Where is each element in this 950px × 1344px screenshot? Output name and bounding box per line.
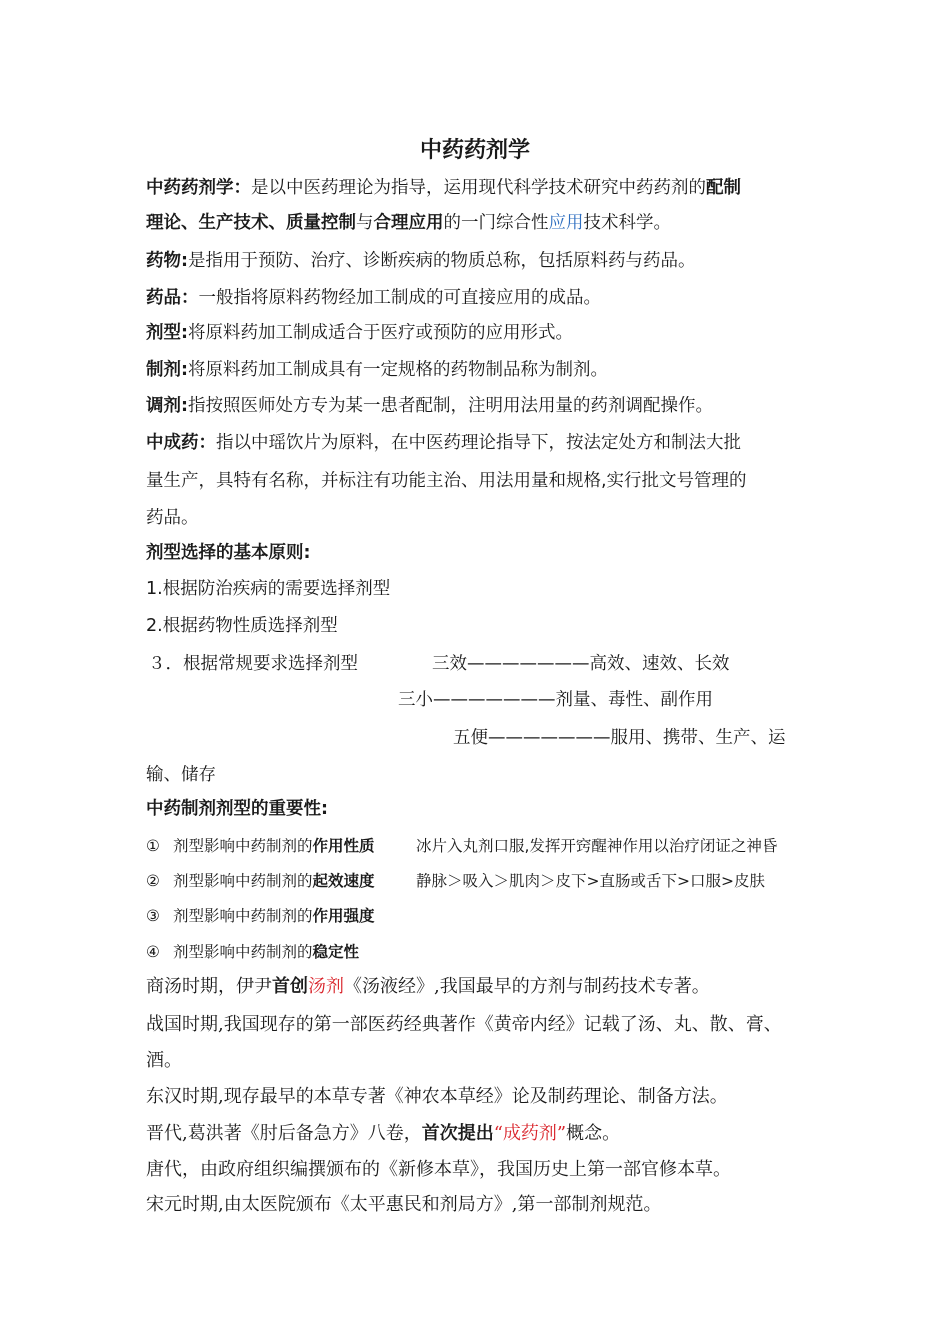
definition-bold-3: 合理应用 <box>373 213 444 233</box>
definition-text-1: 是以中医药理论为指导，运用现代科学技术研究中药药剂的 <box>251 178 706 198</box>
importance-item <box>146 904 374 928</box>
three-small: 三小———————剂量、毒性、副作用 <box>398 690 713 710</box>
definition-line-2 <box>146 211 671 235</box>
importance-item-bold: 作用性质 <box>312 837 375 855</box>
dosage-form-term: 剂型: <box>146 323 188 343</box>
dosage-form-definition <box>146 321 573 345</box>
importance-item <box>146 940 359 964</box>
preparation-text: 将原料药加工制成具有一定规格的药物制品称为制剂。 <box>188 360 608 380</box>
circled-number: ① <box>146 837 160 855</box>
history-song: 宋元时期,由太医院颁布《太平惠民和剂局方》,第一部制剂规范。 <box>146 1194 662 1215</box>
history-tang: 唐代，由政府组织编撰颁布的《新修本草》，我国历史上第一部官修本草。 <box>146 1159 731 1180</box>
dispensing-term: 调剂: <box>146 396 188 416</box>
definition-text-3: 的一门综合性 <box>443 213 549 233</box>
importance-item-bold: 起效速度 <box>312 872 375 890</box>
history-jin-text-2: 概念。 <box>566 1123 621 1144</box>
definition-bold-2: 理论、生产技术、质量控制 <box>146 213 356 233</box>
definition-highlight: 应用 <box>548 213 584 233</box>
dispensing-definition <box>146 394 713 418</box>
preparation-definition <box>146 358 608 382</box>
product-text: 一般指将原料药物经加工制成的可直接应用的成品。 <box>198 288 601 308</box>
product-definition <box>146 286 601 310</box>
history-shang-red: 汤剂 <box>308 976 344 997</box>
history-jin-text-1: 晋代,葛洪著《肘后备急方》八卷， <box>146 1123 422 1144</box>
three-effects: 三效———————高效、速效、长效 <box>432 654 730 674</box>
drug-term: 药物: <box>146 251 188 271</box>
page-title: 中药药剂学 <box>419 138 530 163</box>
definition-term: 中药药剂学： <box>146 178 251 198</box>
circled-number: ② <box>146 872 160 890</box>
history-han: 东汉时期,现存最早的本草专著《神农本草经》论及制药理论、制备方法。 <box>146 1086 728 1107</box>
patent-term: 中成药： <box>146 433 216 453</box>
importance-item <box>146 869 374 893</box>
patent-definition-line-3: 药品。 <box>146 508 199 528</box>
importance-item <box>146 834 374 858</box>
importance-item-text: 剂型影响中药制剂的 <box>172 837 313 855</box>
history-jin-red: “成药剂” <box>493 1123 567 1144</box>
dispensing-text: 指按照医师处方专为某一患者配制，注明用法用量的药剂调配操作。 <box>188 396 713 416</box>
preparation-term: 制剂: <box>146 360 188 380</box>
principles-heading: 剂型选择的基本原则: <box>146 543 311 563</box>
importance-item-note: 冰片入丸剂口服,发挥开窍醒神作用以治疗闭证之神昏 <box>416 837 778 855</box>
importance-item-text: 剂型影响中药制剂的 <box>172 907 313 925</box>
history-jin-bold: 首次提出 <box>421 1123 494 1144</box>
history-shang <box>146 975 710 999</box>
importance-item-note: 静脉＞吸入＞肌肉＞皮下>直肠或舌下>口服>皮肤 <box>416 872 765 890</box>
definition-text-4: 技术科学。 <box>583 213 671 233</box>
principle-1: 1.根据防治疾病的需要选择剂型 <box>146 579 391 599</box>
patent-definition-line-1 <box>146 431 741 455</box>
drug-definition <box>146 249 696 273</box>
history-shang-text-2: 《汤液经》,我国最早的方剂与制药技术专著。 <box>344 976 710 997</box>
importance-item-bold: 作用强度 <box>312 907 375 925</box>
principle-2: 2.根据药物性质选择剂型 <box>146 616 338 636</box>
patent-text-1: 指以中瑶饮片为原料，在中医药理论指导下，按法定处方和制法大批 <box>216 433 741 453</box>
patent-definition-line-2: 量生产，具特有名称，并标注有功能主治、用法用量和规格,实行批文号管理的 <box>146 471 747 491</box>
history-shang-text-1: 商汤时期，伊尹 <box>146 976 272 997</box>
circled-number: ④ <box>146 943 160 961</box>
dosage-form-text: 将原料药加工制成适合于医疗或预防的应用形式。 <box>188 323 573 343</box>
history-warring-line-2: 酒。 <box>146 1050 182 1071</box>
definition-text-2: 与 <box>356 213 374 233</box>
principle-3: ３．根据常规要求选择剂型 <box>148 654 358 674</box>
product-term: 药品： <box>146 288 199 308</box>
history-shang-bold: 首创 <box>272 976 308 997</box>
five-conveniences-continued: 输、储存 <box>146 765 216 785</box>
definition-line-1 <box>146 176 741 200</box>
drug-text: 是指用于预防、治疗、诊断疾病的物质总称，包括原料药与药品。 <box>188 251 696 271</box>
importance-heading: 中药制剂剂型的重要性: <box>146 799 328 819</box>
importance-item-text: 剂型影响中药制剂的 <box>172 872 313 890</box>
circled-number: ③ <box>146 907 160 925</box>
history-jin <box>146 1122 620 1146</box>
importance-item-text: 剂型影响中药制剂的 <box>172 943 313 961</box>
definition-bold-1: 配制 <box>706 178 741 198</box>
importance-item-bold: 稳定性 <box>312 943 359 961</box>
five-conveniences: 五便———————服用、携带、生产、运 <box>453 728 786 748</box>
history-warring-line-1: 战国时期,我国现存的第一部医药经典著作《黄帝内经》记载了汤、丸、散、膏、 <box>146 1014 782 1035</box>
